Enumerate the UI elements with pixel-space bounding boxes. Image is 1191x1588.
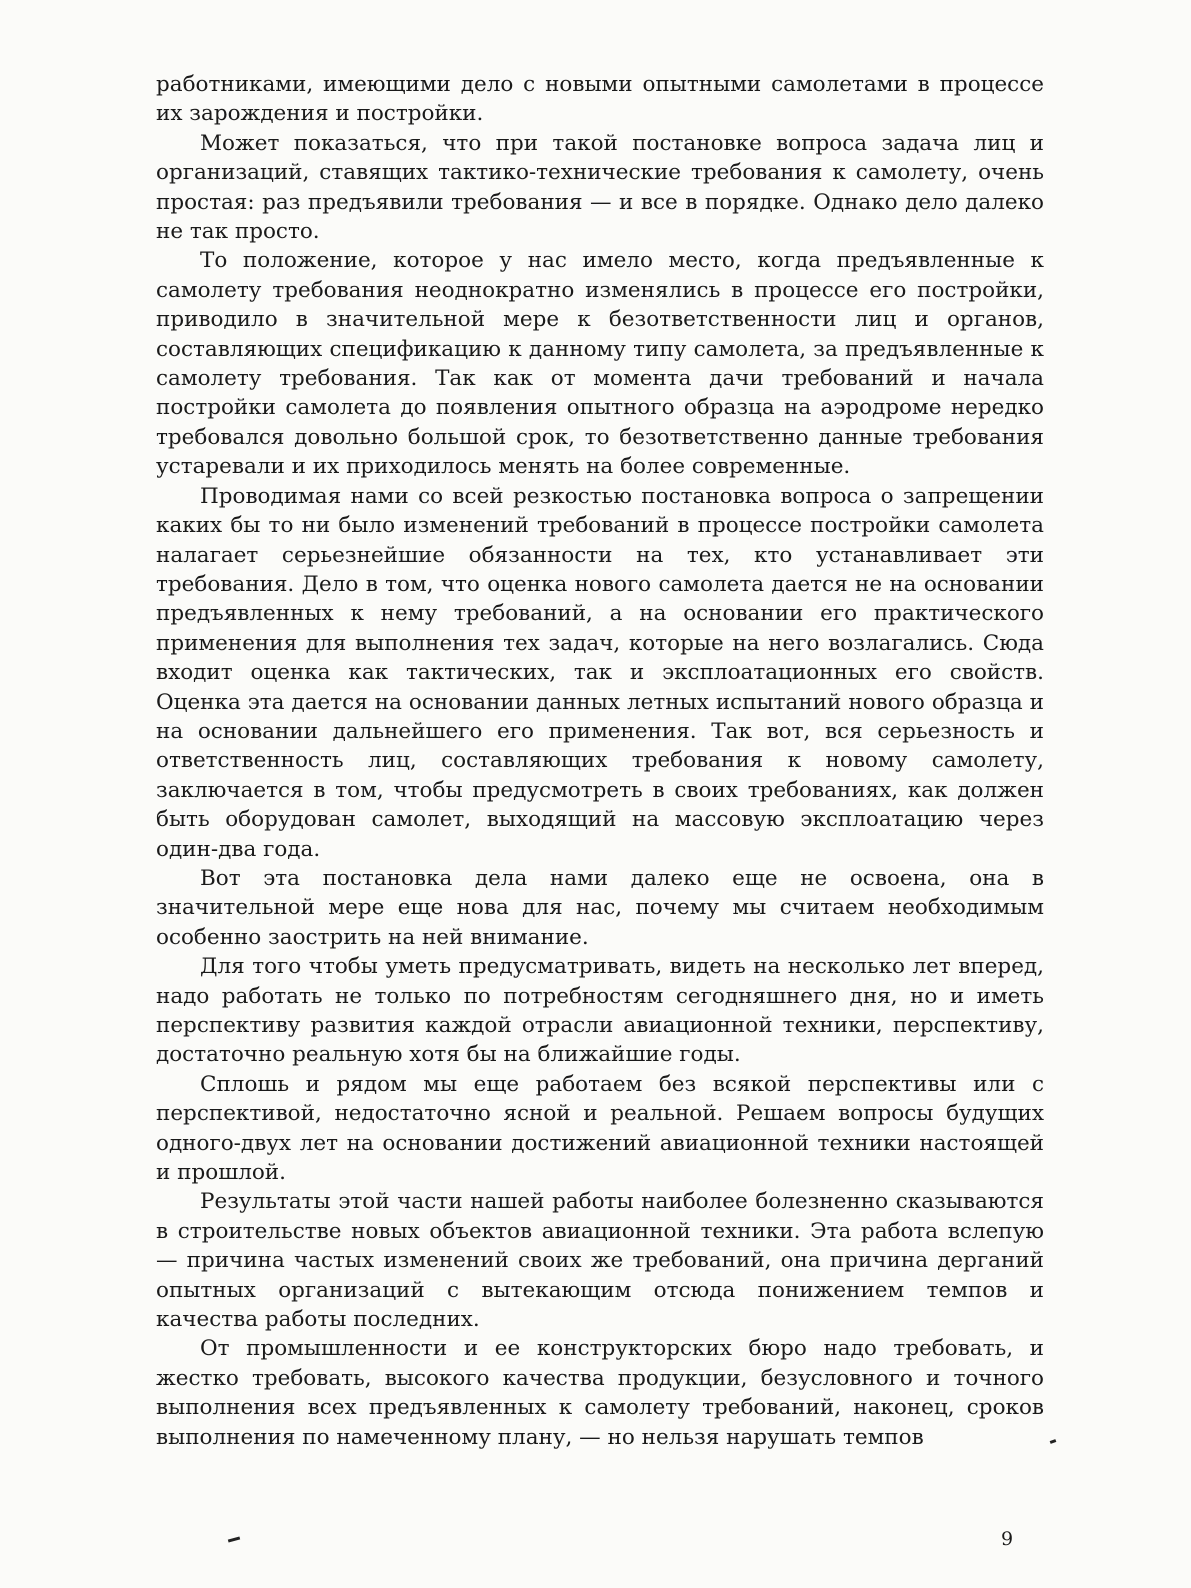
body-text (156, 70, 1044, 1452)
paragraph-2: Может показаться, что при такой постановке вопроса задача лиц и организаций, ставящих тактико-технические требования к самолету, очень простая: раз предъявили требования — и все в порядке. Однако дело далеко не так просто. (156, 130, 1044, 245)
paragraph-7: Сплошь и рядом мы еще работаем без всякой перспективы или с перспективой, недостаточно ясной и реальной. Решаем вопросы будущих одного-двух лет на основании достижений авиационной техники настоящей и прошлой. (156, 1071, 1044, 1186)
paragraph-9: От промышленности и ее конструкторских бюро надо требовать, и жестко требовать, высокого качества продукции, безусловного и точного выполнения всех предъявленных к самолету требований, наконец, сроков выполнения по намеченному плану, — но нельзя нарушать темпов (156, 1336, 1044, 1450)
paragraph-4: Проводимая нами со всей резкостью постановка вопроса о запрещении каких бы то ни было изменений требований в процессе постройки самолета налагает серьезнейшие обязанности на тех, кто устанавливает эти требования. Дело в том, что оценка нового самолета дается не на основании предъявленных к нему требований, а на основании его практического применения для выполнения тех задач, которые на него возлагались. Сюда входит оценка как тактических, так и эксплоатационных его свойств. Оценка эта дается на основании данных летных испытаний нового образца и на основании дальнейшего его применения. Так вот, вся серьезность и ответственность лиц, составляющих требования к новому самолету, заключается в том, чтобы предусмотреть в своих требованиях, как должен быть оборудован самолет, выходящий на массовую эксплоатацию через один-два года. (156, 483, 1044, 862)
paragraph-3: То положение, которое у нас имело место, когда предъявленные к самолету требования неоднократно изменялись в процессе его постройки, приводило в значительной мере к безответственности лиц и органов, составляющих спецификацию к данному типу самолета, за предъявленные к самолету требования. Так как от момента дачи требований и начала постройки самолета до появления опытного образца на аэродроме нередко требовался довольно большой срок, то безответственно данные требования устаревали и их приходилось менять на более современные. (156, 248, 1044, 480)
paragraph-5: Вот эта постановка дела нами далеко еще не освоена, она в значительной мере еще нова для нас, почему мы считаем необходимым особенно заострить на ней внимание. (156, 865, 1044, 950)
ink-speck (228, 1536, 240, 1542)
paragraph-6: Для того чтобы уметь предусматривать, видеть на несколько лет вперед, надо работать не только по потребностям сегодняшнего дня, но и иметь перспективу развития каждой отрасли авиационной техники, перспективу, достаточно реальную хотя бы на ближайшие годы. (156, 954, 1044, 1068)
page-number: 9 (1001, 1528, 1014, 1550)
ink-speck (1050, 1439, 1057, 1444)
paragraph-8: Результаты этой части нашей работы наиболее болезненно сказываются в строительстве новых объектов авиационной техники. Эта работа вслепую — причина частых изменений своих же требований, она причина дерганий опытных организаций с вытекающим отсюда понижением темпов и качества работы последних. (156, 1189, 1044, 1333)
paragraph-1: работниками, имеющими дело с новыми опытными самолетами в процессе их зарождения и постройки. (156, 72, 1044, 127)
